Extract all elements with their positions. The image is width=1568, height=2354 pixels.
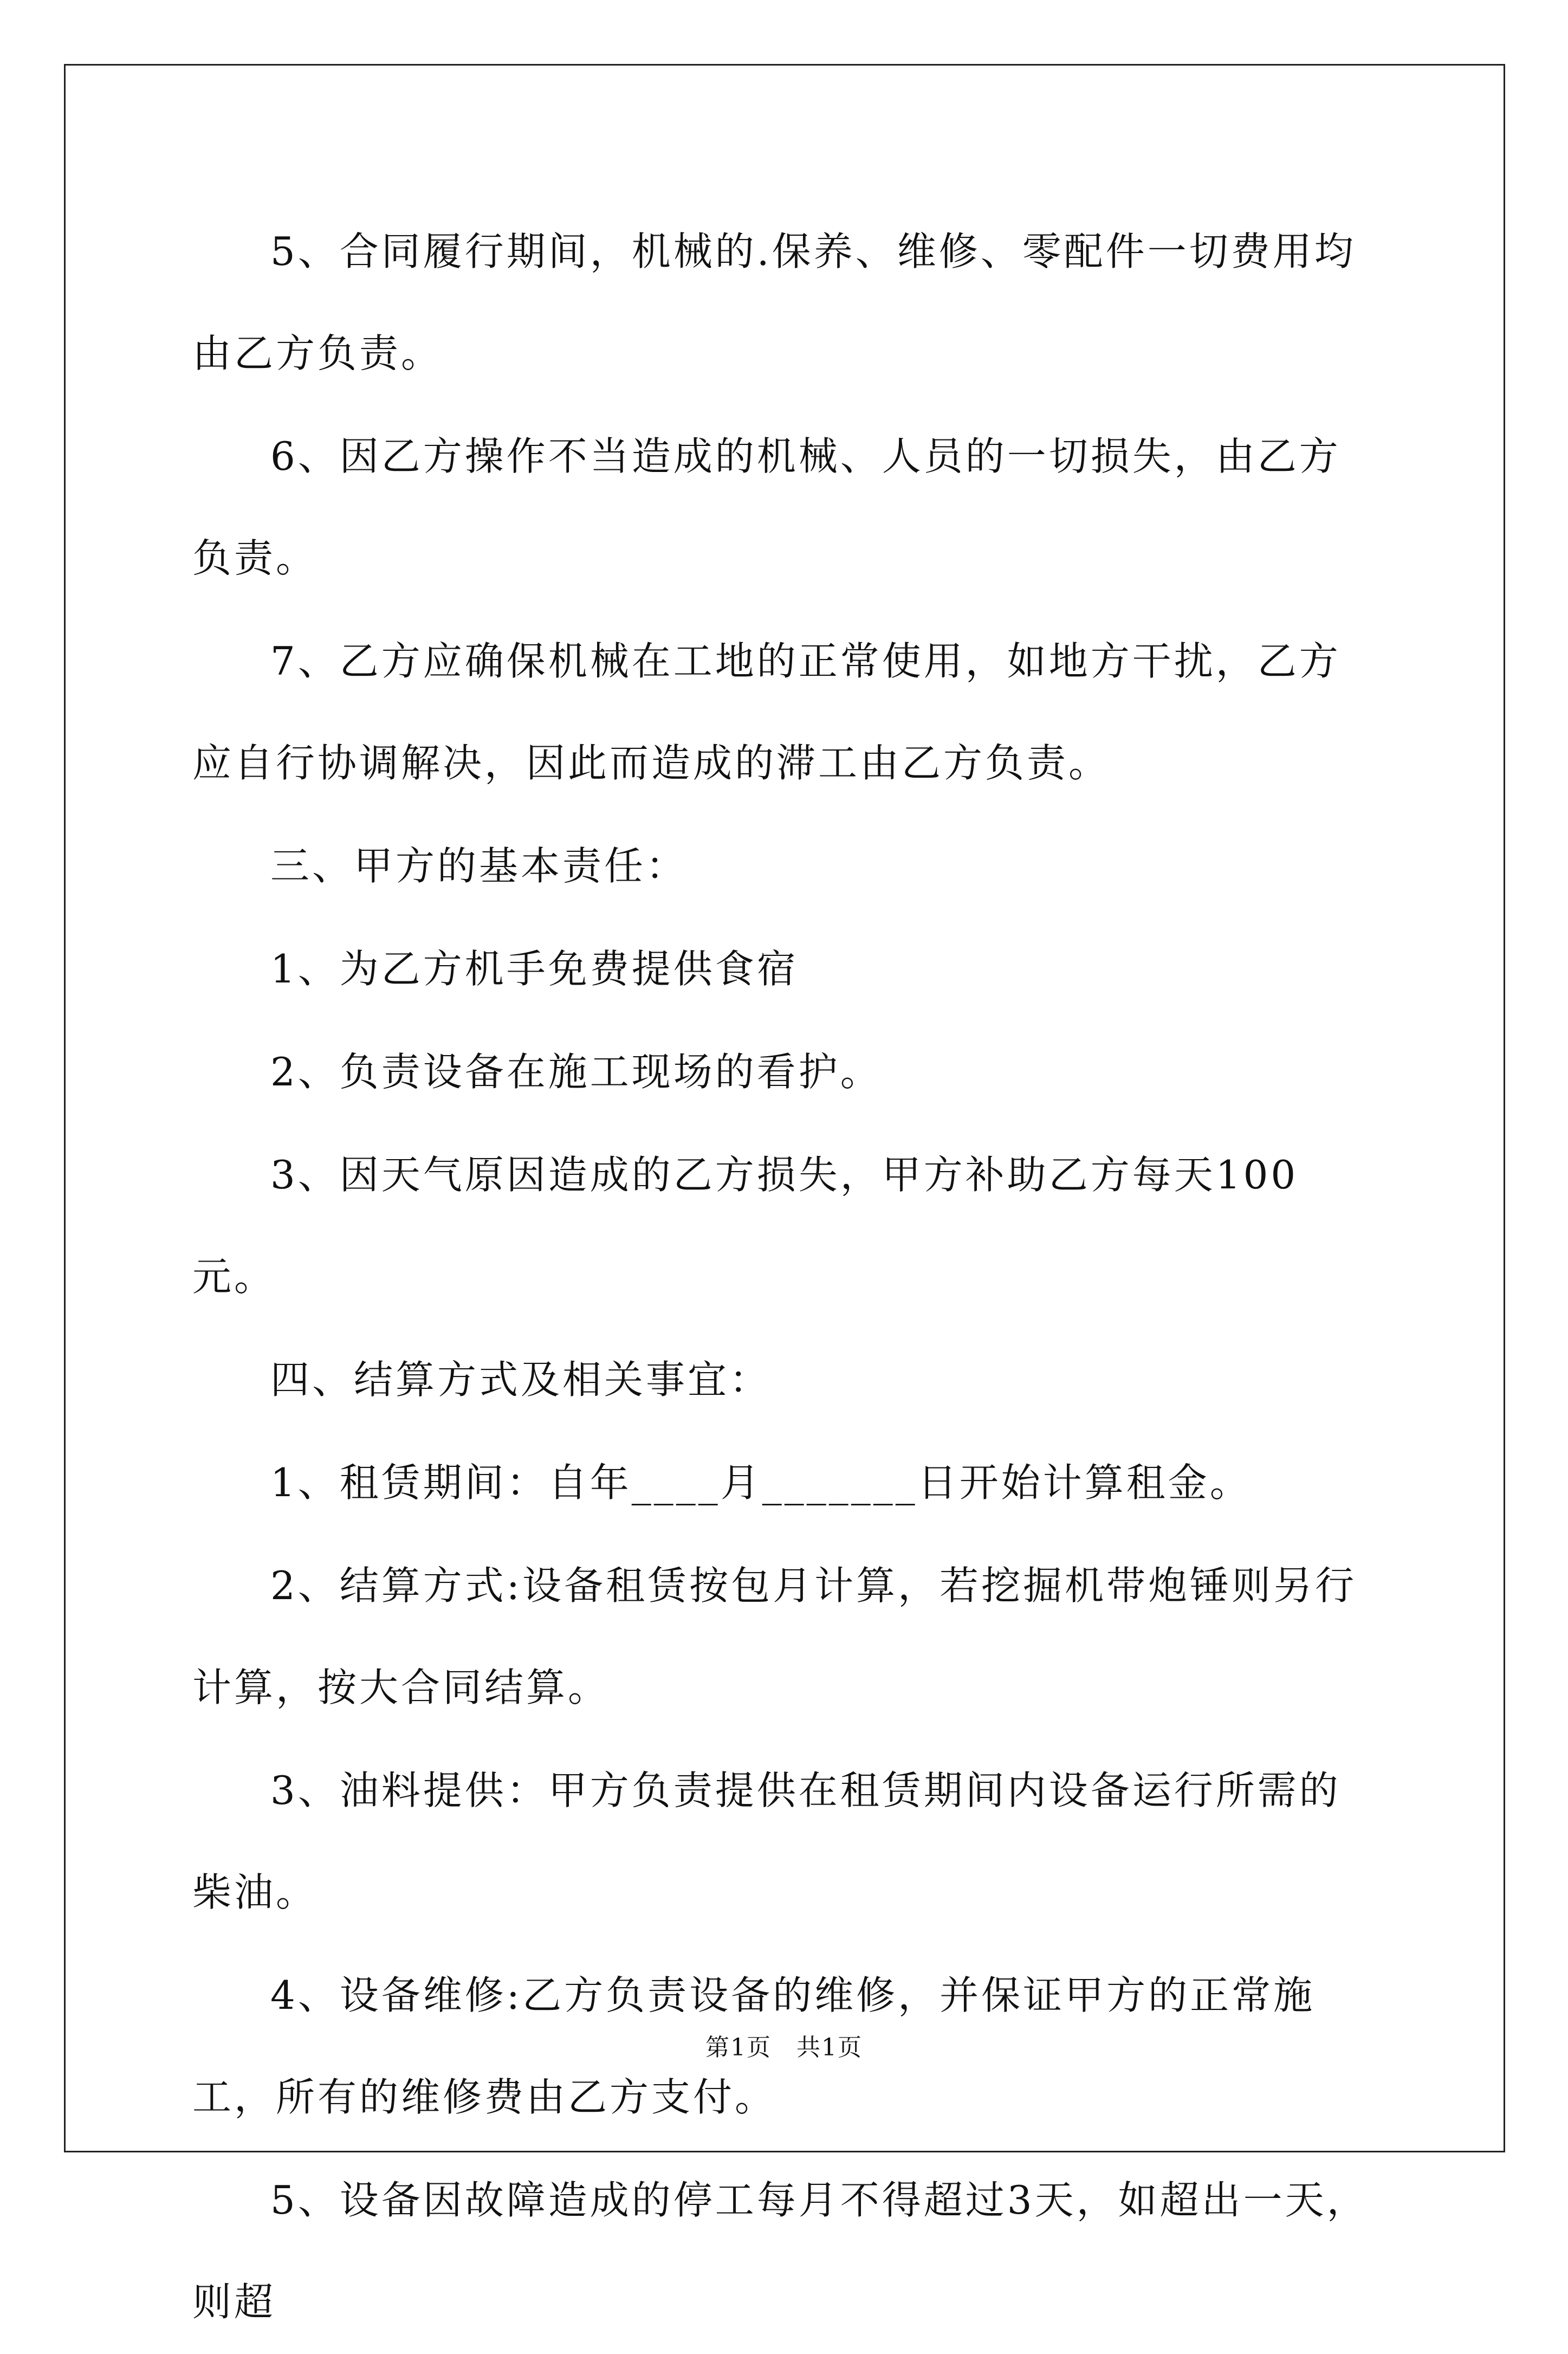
paragraph-weather-compensation: 3、因天气原因造成的乙方损失，甲方补助乙方每天100元。 [192,1152,1299,1299]
paragraph-settlement-method: 2、结算方式:设备租赁按包月计算，若挖掘机带炮锤则另行计算，按大合同结算。 [192,1563,1357,1710]
paragraph-maintenance-costs: 5、合同履行期间，机械的.保养、维修、零配件一切费用均由乙方负责。 [192,229,1356,376]
paragraph-downtime-limit: 5、设备因故障造成的停工每月不得超过3天，如超出一天，则超 [192,2177,1369,2325]
paragraph-site-interference: 7、乙方应确保机械在工地的正常使用，如地方干扰，乙方应自行协调解决，因此而造成的滞工由乙方负责。 [192,638,1341,786]
paragraph-equipment-custody: 2、负责设备在施工现场的看护。 [270,1049,882,1095]
paragraph-equipment-repair: 4、设备维修:乙方负责设备的维修，并保证甲方的正常施工，所有的维修费由乙方支付。 [192,1973,1316,2120]
paragraph-lease-period: 1、租赁期间：自年____月_______日开始计算租金。 [270,1460,1252,1505]
section-heading-settlement: 四、结算方式及相关事宜： [270,1357,772,1402]
page-number-footer: 第1页 共1页 [705,2034,863,2061]
section-heading-party-a-duties: 三、甲方的基本责任： [270,843,688,889]
paragraph-operation-losses: 6、因乙方操作不当造成的机械、人员的一切损失，由乙方负责。 [192,434,1341,581]
paragraph-board-lodging: 1、为乙方机手免费提供食宿 [270,946,799,992]
paragraph-fuel-supply: 3、油料提供：甲方负责提供在租赁期间内设备运行所需的柴油。 [192,1768,1341,1915]
